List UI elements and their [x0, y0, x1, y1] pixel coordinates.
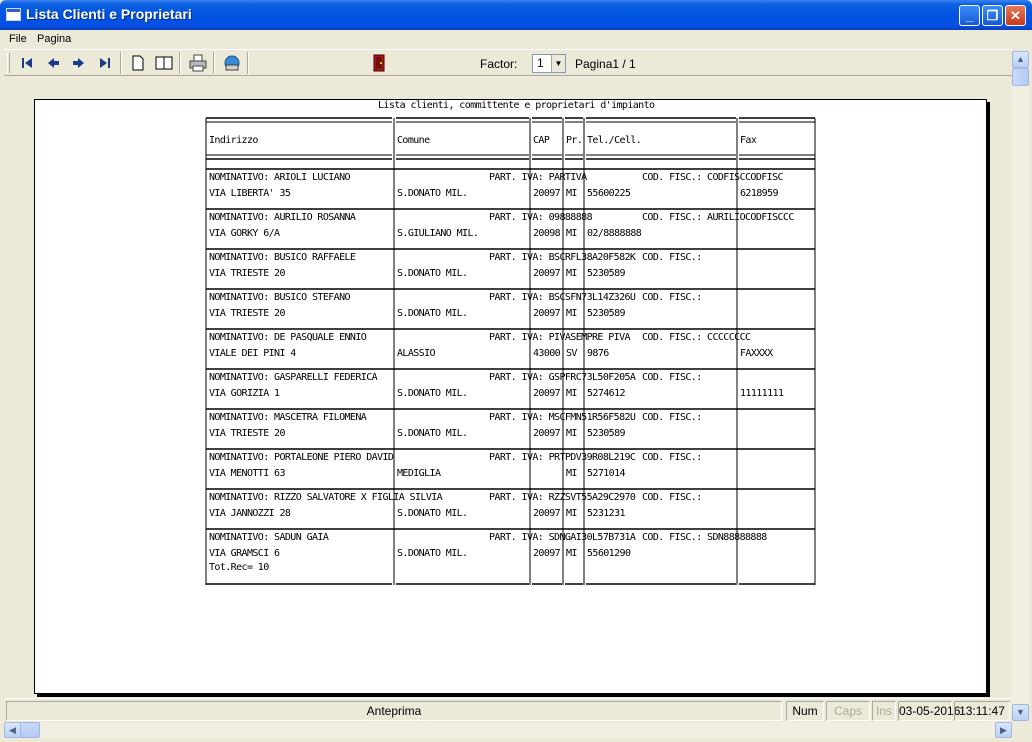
- header-indirizzo: Indirizzo: [209, 135, 258, 146]
- prev-page-button[interactable]: [42, 52, 64, 74]
- record-comune: MEDIGLIA: [397, 468, 441, 479]
- record-piva: PART. IVA: RZZSVT55A29C2970: [489, 492, 636, 503]
- record-comune: S.DONATO MIL.: [397, 388, 468, 399]
- record-tel: 9876: [587, 348, 609, 359]
- status-time: 13:11:47: [954, 701, 1010, 721]
- toolbar-separator: [213, 52, 215, 74]
- header-cap: CAP: [533, 135, 550, 146]
- record-pr: SV: [566, 348, 577, 359]
- app-window-icon[interactable]: [6, 8, 21, 21]
- menu-bar: [0, 30, 1032, 49]
- record-piva: PART. IVA: PRTPDV39R08L219C: [489, 452, 636, 463]
- report-grid: [35, 100, 988, 695]
- status-ins: Ins: [872, 701, 896, 721]
- record-piva: PART. IVA: GSPFRC73L50F205A: [489, 372, 636, 383]
- record-pr: MI: [566, 388, 577, 399]
- record-cap: 20097: [533, 508, 561, 519]
- last-page-icon: [94, 52, 116, 74]
- record-comune: S.DONATO MIL.: [397, 508, 468, 519]
- print-button[interactable]: [187, 52, 209, 74]
- record-nominativo: NOMINATIVO: RIZZO SALVATORE X FIGLIA SILVIA: [209, 492, 443, 503]
- record-codfisc: COD. FISC.: AURILIOCODFISCCC: [642, 212, 794, 223]
- header-comune: Comune: [397, 135, 430, 146]
- single-page-button[interactable]: [127, 52, 149, 74]
- record-indirizzo: VIA MENOTTI 63: [209, 468, 285, 479]
- record-codfisc: COD. FISC.: CCCCCCCC: [642, 332, 751, 343]
- record-comune: S.DONATO MIL.: [397, 188, 468, 199]
- toolbar-separator: [120, 52, 122, 74]
- record-nominativo: NOMINATIVO: SADUN GAIA: [209, 532, 329, 543]
- factor-select[interactable]: [532, 54, 566, 73]
- record-tel: 5230589: [587, 268, 625, 279]
- two-pages-icon: [153, 52, 175, 74]
- record-tel: 5230589: [587, 428, 625, 439]
- record-tel: 5274612: [587, 388, 625, 399]
- record-indirizzo: VIA LIBERTA' 35: [209, 188, 291, 199]
- record-indirizzo: VIA GRAMSCI 6: [209, 548, 280, 559]
- record-tel: 55601290: [587, 548, 631, 559]
- record-tel: 55600225: [587, 188, 631, 199]
- horizontal-scrollbar[interactable]: [4, 722, 1012, 738]
- export-icon: [221, 52, 243, 74]
- record-pr: MI: [566, 228, 577, 239]
- report-page: [34, 99, 987, 694]
- restore-button[interactable]: ❐: [982, 5, 1003, 26]
- record-nominativo: NOMINATIVO: PORTALEONE PIERO DAVID: [209, 452, 394, 463]
- record-fax: FAXXXX: [740, 348, 773, 359]
- vertical-scrollbar[interactable]: [1012, 51, 1029, 721]
- page-indicator: Pagina1 / 1: [575, 57, 636, 71]
- horizontal-scroll-thumb[interactable]: [20, 722, 40, 738]
- record-indirizzo: VIA TRIESTE 20: [209, 428, 285, 439]
- factor-label: Factor:: [480, 57, 518, 71]
- record-cap: 20097: [533, 308, 561, 319]
- record-piva: PART. IVA: 09888888: [489, 212, 592, 223]
- record-codfisc: COD. FISC.:: [642, 252, 702, 263]
- record-pr: MI: [566, 548, 577, 559]
- record-piva: PART. IVA: SDNGAI30L57B731A: [489, 532, 636, 543]
- header-fax: Fax: [740, 135, 757, 146]
- record-nominativo: NOMINATIVO: BUSICO STEFANO: [209, 292, 350, 303]
- next-page-button[interactable]: [68, 52, 90, 74]
- record-fax: 11111111: [740, 388, 784, 399]
- toolbar-grip[interactable]: [7, 53, 10, 73]
- record-nominativo: NOMINATIVO: DE PASQUALE ENNIO: [209, 332, 367, 343]
- record-fax: 6218959: [740, 188, 778, 199]
- record-codfisc: COD. FISC.:: [642, 292, 702, 303]
- close-button[interactable]: ✕: [1005, 5, 1026, 26]
- record-nominativo: NOMINATIVO: BUSICO RAFFAELE: [209, 252, 356, 263]
- record-nominativo: NOMINATIVO: MASCETRA FILOMENA: [209, 412, 367, 423]
- record-comune: S.DONATO MIL.: [397, 308, 468, 319]
- record-indirizzo: VIA TRIESTE 20: [209, 268, 285, 279]
- menu-file[interactable]: File: [9, 33, 27, 45]
- record-cap: 20097: [533, 388, 561, 399]
- scroll-up-button[interactable]: ▲: [1012, 51, 1029, 68]
- record-nominativo: NOMINATIVO: GASPARELLI FEDERICA: [209, 372, 378, 383]
- record-pr: MI: [566, 188, 577, 199]
- record-codfisc: COD. FISC.: CODFISCCODFISC: [642, 172, 783, 183]
- record-cap: 20098: [533, 228, 561, 239]
- record-piva: PART. IVA: PIVASEMPRE PIVA: [489, 332, 630, 343]
- status-num: Num: [786, 701, 824, 721]
- first-page-icon: [16, 52, 38, 74]
- record-cap: 20097: [533, 428, 561, 439]
- prev-page-icon: [42, 52, 64, 74]
- factor-value: 1: [537, 56, 544, 70]
- toolbar-separator: [179, 52, 181, 74]
- record-cap: 20097: [533, 268, 561, 279]
- record-piva: PART. IVA: BSCSFN73L14Z326U: [489, 292, 636, 303]
- record-indirizzo: VIA GORIZIA 1: [209, 388, 280, 399]
- record-pr: MI: [566, 508, 577, 519]
- record-comune: S.DONATO MIL.: [397, 428, 468, 439]
- status-bar: [4, 698, 1012, 721]
- two-pages-button[interactable]: [153, 52, 175, 74]
- window-title: Lista Clienti e Proprietari: [26, 6, 192, 22]
- record-cap: 43000: [533, 348, 561, 359]
- scroll-down-button[interactable]: ▼: [1012, 704, 1029, 721]
- total-records: Tot.Rec= 10: [209, 562, 269, 573]
- record-pr: MI: [566, 468, 577, 479]
- toolbar-separator: [247, 52, 249, 74]
- record-nominativo: NOMINATIVO: ARIOLI LUCIANO: [209, 172, 350, 183]
- last-page-button[interactable]: [94, 52, 116, 74]
- record-tel: 5231231: [587, 508, 625, 519]
- record-codfisc: COD. FISC.:: [642, 372, 702, 383]
- print-icon: [187, 52, 209, 74]
- export-button[interactable]: [221, 52, 243, 74]
- header-pr: Pr.: [566, 135, 583, 146]
- record-codfisc: COD. FISC.:: [642, 412, 702, 423]
- single-page-icon: [127, 52, 149, 74]
- vertical-scroll-thumb[interactable]: [1012, 68, 1029, 86]
- exit-door-icon: [368, 52, 390, 74]
- next-page-icon: [68, 52, 90, 74]
- record-cap: 20097: [533, 188, 561, 199]
- title-bar[interactable]: [0, 0, 1032, 30]
- record-piva: PART. IVA: PARTIVA: [489, 172, 587, 183]
- record-indirizzo: VIA TRIESTE 20: [209, 308, 285, 319]
- record-tel: 5271014: [587, 468, 625, 479]
- record-nominativo: NOMINATIVO: AURILIO ROSANNA: [209, 212, 356, 223]
- toolbar: [4, 49, 1012, 76]
- exit-button[interactable]: [368, 52, 390, 74]
- record-indirizzo: VIA JANNOZZI 28: [209, 508, 291, 519]
- status-caps: Caps: [826, 701, 870, 721]
- record-indirizzo: VIALE DEI PINI 4: [209, 348, 296, 359]
- preview-canvas[interactable]: [4, 77, 1011, 697]
- record-piva: PART. IVA: BSCRFL38A20F582K: [489, 252, 636, 263]
- record-codfisc: COD. FISC.:: [642, 492, 702, 503]
- status-main: Anteprima: [6, 701, 782, 721]
- header-tel: Tel./Cell.: [587, 135, 642, 146]
- first-page-button[interactable]: [16, 52, 38, 74]
- record-piva: PART. IVA: MSCFMN51R56F582U: [489, 412, 636, 423]
- record-tel: 02/8888888: [587, 228, 642, 239]
- menu-pagina[interactable]: Pagina: [37, 33, 72, 45]
- record-pr: MI: [566, 268, 577, 279]
- minimize-button[interactable]: _: [959, 5, 980, 26]
- report-title: Lista clienti, committente e proprietari d'impianto: [378, 100, 655, 111]
- record-comune: ALASSIO: [397, 348, 435, 359]
- record-comune: S.GIULIANO MIL.: [397, 228, 479, 239]
- record-cap: 20097: [533, 548, 561, 559]
- record-pr: MI: [566, 308, 577, 319]
- scroll-right-button[interactable]: ▶: [995, 722, 1012, 738]
- record-comune: S.DONATO MIL.: [397, 268, 468, 279]
- record-pr: MI: [566, 428, 577, 439]
- scroll-left-button[interactable]: ◀: [4, 722, 21, 738]
- record-codfisc: COD. FISC.:: [642, 452, 702, 463]
- chevron-down-icon[interactable]: ▼: [551, 55, 565, 72]
- record-codfisc: COD. FISC.: SDN88888888: [642, 532, 767, 543]
- status-date: 03-05-2016: [898, 701, 952, 721]
- record-comune: S.DONATO MIL.: [397, 548, 468, 559]
- record-indirizzo: VIA GORKY 6/A: [209, 228, 280, 239]
- record-tel: 5230589: [587, 308, 625, 319]
